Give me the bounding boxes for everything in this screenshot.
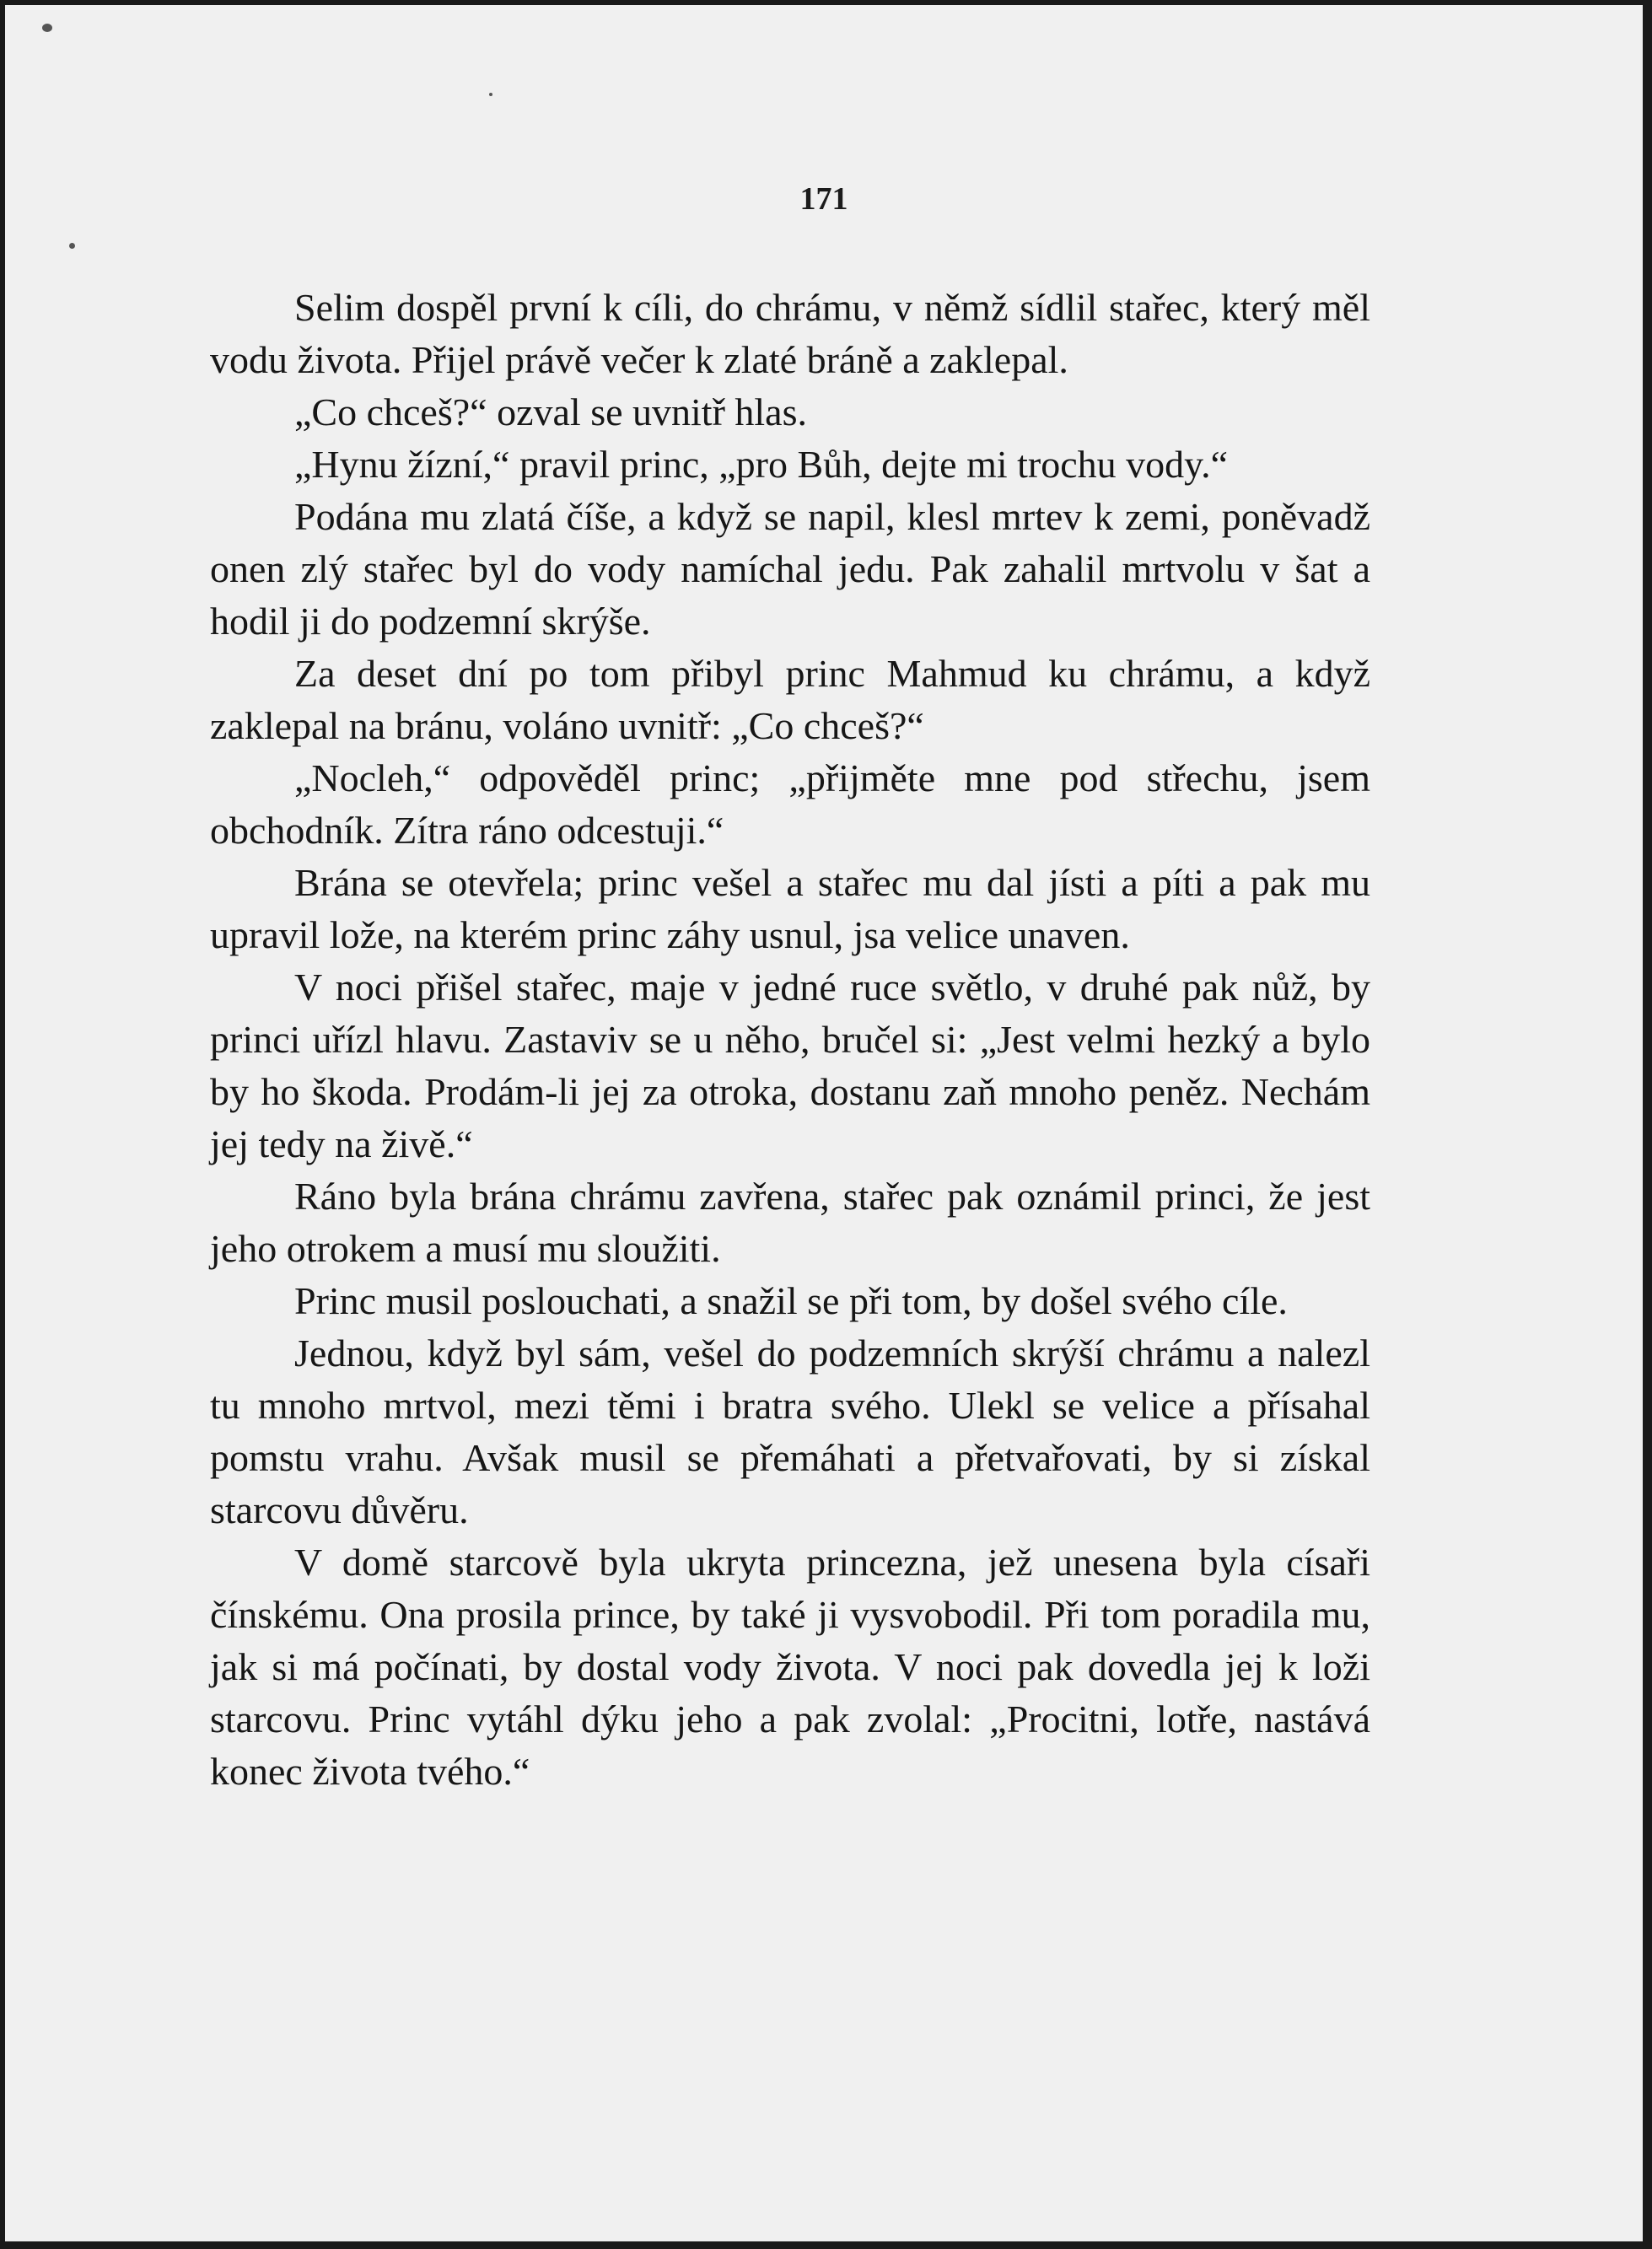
paragraph: Podána mu zlatá číše, a když se napil, klesl mrtev k zemi, poněvadž onen zlý stařec byl do vody namíchal jedu. Pak zahalil mrtvolu v šat a hodil ji do podzemní skrýše. (210, 495, 1370, 643)
page-number: 171 (799, 181, 848, 217)
paragraph: Za deset dní po tom přibyl princ Mahmud ku chrámu, a když zaklepal na bránu, voláno uvnitř: „Co chceš?“ (210, 652, 1370, 747)
print-speck (42, 24, 52, 32)
paragraph: V domě starcově byla ukryta princezna, jež unesena byla císaři čínskému. Ona prosila prince, by také ji vysvobodil. Při tom poradila mu, jak si má počínati, by dostal vody života. V noci pak dovedla jej k loži starcovu. Princ vytáhl dýku jeho a pak zvolal: „Procitni, lotře, nastává konec života tvého.“ (210, 1541, 1370, 1793)
paragraph: V noci přišel stařec, maje v jedné ruce světlo, v druhé pak nůž, by princi uřízl hlavu. Zastaviv se u něho, bručel si: „Jest velmi hezký a bylo by ho škoda. Prodám-li jej za otroka, dostanu zaň mnoho peněz. Nechám jej tedy na živě.“ (210, 966, 1370, 1165)
paragraph: „Hynu žízní,“ pravil princ, „pro Bůh, dejte mi trochu vody.“ (294, 443, 1229, 486)
body-text (210, 282, 1370, 1798)
book-page (5, 5, 1643, 2241)
paragraph: „Co chceš?“ ozval se uvnitř hlas. (294, 390, 807, 433)
print-speck (69, 243, 75, 249)
paragraph: „Nocleh,“ odpověděl princ; „přijměte mne pod střechu, jsem obchodník. Zítra ráno odcestuji.“ (210, 756, 1370, 852)
print-speck (489, 93, 492, 96)
paragraph: Selim dospěl první k cíli, do chrámu, v němž sídlil stařec, který měl vodu života. Přijel právě večer k zlaté bráně a zaklepal. (210, 286, 1370, 381)
paragraph: Brána se otevřela; princ vešel a stařec mu dal jísti a píti a pak mu upravil lože, na kterém princ záhy usnul, jsa velice unaven. (210, 861, 1370, 956)
paragraph: Princ musil poslouchati, a snažil se při tom, by došel svého cíle. (294, 1279, 1288, 1322)
paragraph: Jednou, když byl sám, vešel do podzemních skrýší chrámu a nalezl tu mnoho mrtvol, mezi těmi i bratra svého. Ulekl se velice a přísahal pomstu vrahu. Avšak musil se přemáhati a přetvařovati, by si získal starcovu důvěru. (210, 1332, 1370, 1531)
paragraph: Ráno byla brána chrámu zavřena, stařec pak oznámil princi, že jest jeho otrokem a musí mu sloužiti. (210, 1175, 1370, 1270)
